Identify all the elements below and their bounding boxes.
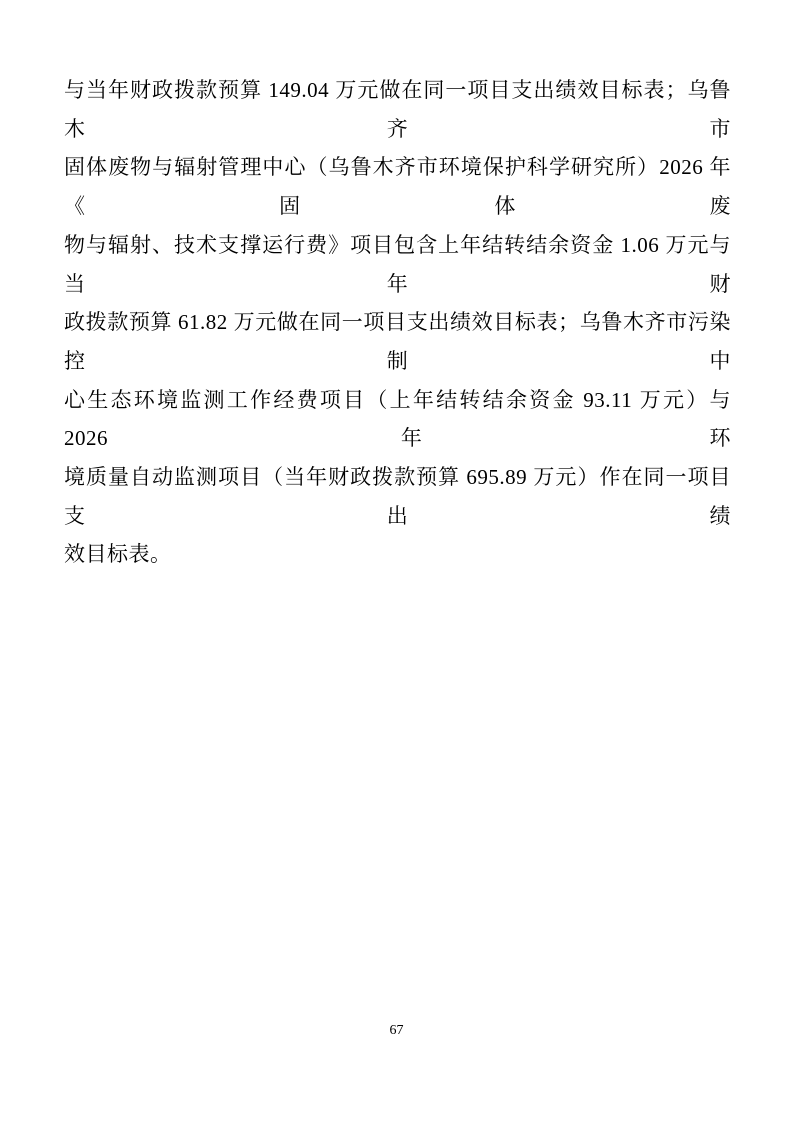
- paragraph-line: 政拨款预算 61.82 万元做在同一项目支出绩效目标表；乌鲁木齐市污染控制中: [64, 310, 731, 373]
- paragraph: [64, 71, 731, 574]
- page-number: 67: [389, 1023, 404, 1038]
- paragraph-line: 心生态环境监测工作经费项目（上年结转结余资金 93.11 万元）与 2026 年环: [64, 387, 731, 451]
- paragraph-line: 与当年财政拨款预算 149.04 万元做在同一项目支出绩效目标表；乌鲁木齐市: [64, 78, 731, 141]
- paragraph-line: 物与辐射、技术支撑运行费》项目包含上年结转结余资金 1.06 万元与当年财: [64, 232, 731, 296]
- paragraph-line: 境质量自动监测项目（当年财政拨款预算 695.89 万元）作在同一项目支出绩: [64, 465, 731, 528]
- paragraph-line: 固体废物与辐射管理中心（乌鲁木齐市环境保护科学研究所）2026 年《固体废: [64, 155, 731, 219]
- paragraph-line: 效目标表。: [64, 542, 172, 567]
